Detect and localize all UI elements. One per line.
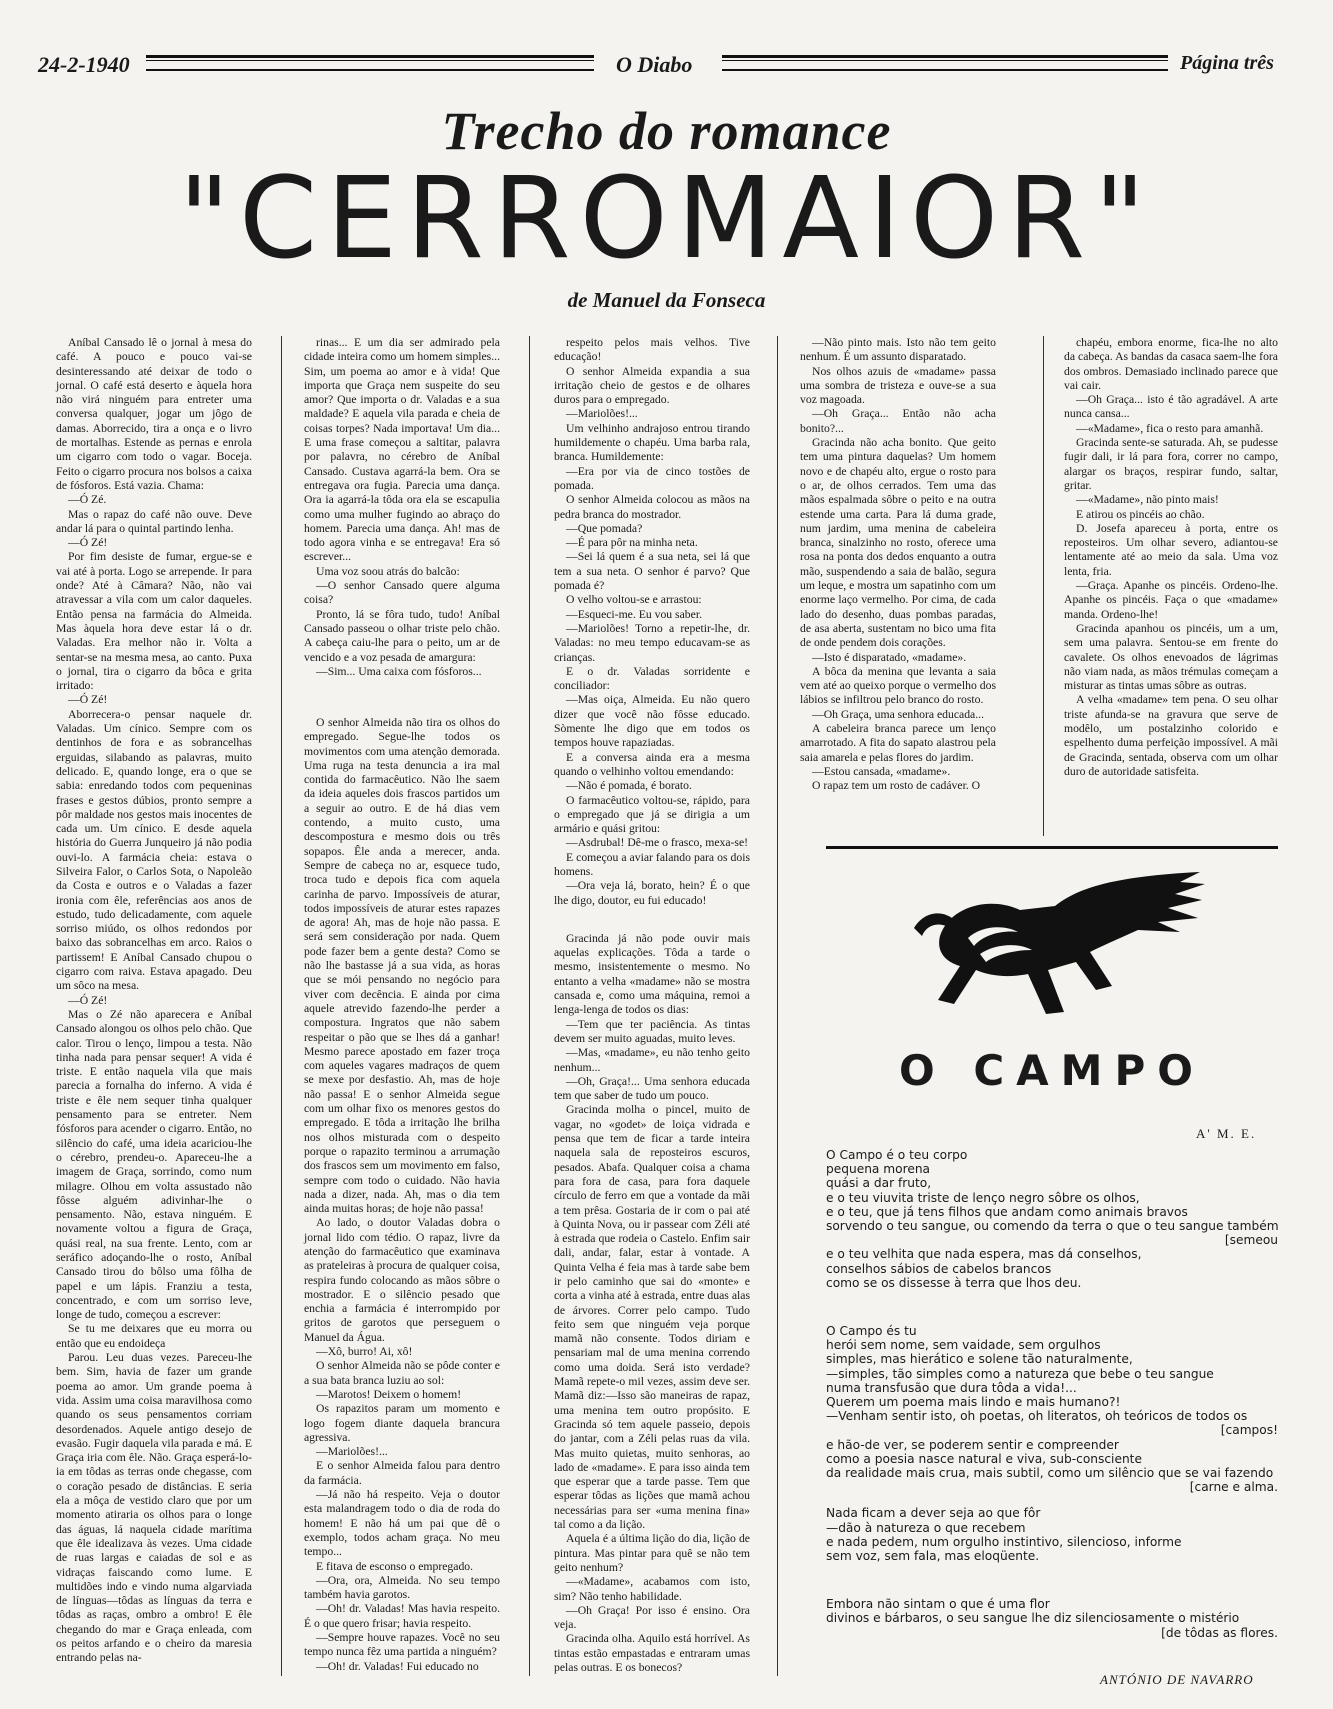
poem-stanza — [826, 1506, 1278, 1563]
poem-stanza — [826, 1324, 1278, 1494]
poem-line: sem voz, sem fala, mas eloqüente. — [826, 1549, 1040, 1564]
poem-line: como a poesia nasce natural e viva, sub-consciente — [826, 1451, 1142, 1466]
paragraph: Gracinda molha o pincel, muito de vagar, no «godet» de loiça vidrada e pensa que tem de ficar a tarde inteira naquela sala de reposteiros escuros, pesados. Abafa. Qualquer coisa a chama para fora de casa, para fora daquele círculo de ferro em que a vontade da mãi a tem prêsa. Gostaria de ir com o pai até à Quinta Nova, ou ir passear com Zéli até à estrada que rodeia o Castelo. Enfim sair dali, andar, falar, estar à vontade. A Quinta Velha é feia mas à tarde sabe bem ir pelo caminho que sai do «monte» e corta a vinha até à estrada, entre duas alas de árvores. Correr pelo campo. Tudo feito sem que ninguém veja porque mamã não consente. Todos diriam e pensariam mal de uma menina correndo como uma doida. Será isto verdade? Mamã repete-o mil vezes, assim deve ser. Mamã diz:—Isso são maneiras de rapaz, uma menina tem outro propósito. E Gracinda só tem aquele passeio, depois do jantar, com a Zéli pelas ruas da vila. Mas muito quietas, muito senhoras, ao lado de «madame». E para isso ainda tem que esperar que a tarde passe. Tem que esperar tôdas as lições que mamã achou necessárias para ser «uma menina fina» tal como a da lição. — [554, 1103, 750, 1532]
paragraph: —Oh, Graça!... Uma senhora educada tem que saber de tudo um pouco. — [554, 1074, 750, 1103]
column-separator — [1043, 336, 1044, 836]
paragraph: O senhor Almeida expandia a sua irritação cheio de gestos e de olhares duros para o empregado. — [554, 364, 750, 407]
poem-body — [826, 1148, 1278, 1652]
paragraph: —Isto é disparatado, «madame». — [812, 650, 967, 664]
paragraph: chapéu, embora enorme, fica-lhe no alto da cabeça. As bandas da casaca saem-lhe fora dos ombros. Demasiado inclinado parece que vai cair. — [1064, 336, 1278, 392]
poem-line: [campos! — [1220, 1423, 1278, 1438]
poem-dedication: A' M. E. — [1196, 1126, 1257, 1141]
paragraph: —Ó Zé! — [68, 693, 108, 707]
header-date: 24-2-1940 — [38, 52, 130, 77]
poem-line: simples, mas hierático e solene tão naturalmente, — [826, 1352, 1133, 1367]
paragraph: O senhor Almeida não se pôde conter e a sua bata branca luziu ao sol: — [304, 1359, 500, 1387]
paragraph: Nos olhos azuis de «madame» passa uma sombra de tristeza e ouve-se a sua voz magoada. — [800, 364, 996, 407]
paragraph: —Oh! dr. Valadas! Fui educado no — [316, 1659, 479, 1673]
column-separator — [777, 336, 778, 1676]
paragraph: —Não é pomada, é borato. — [566, 779, 692, 793]
poem-line: O Campo és tu — [826, 1324, 917, 1339]
paragraph: O farmacêutico voltou-se, rápido, para o empregado que já se dirigia a um armário e quási gritou: — [554, 793, 750, 836]
paragraph: —Ó Zé! — [68, 536, 108, 550]
poem-line: sorvendo o teu sangue, ou comendo da terra o que o teu sangue também — [826, 1219, 1279, 1234]
poem-line: e o teu, que já tens filhos que andam como animais bravos — [826, 1204, 1188, 1219]
paragraph: —Ó Zé. — [68, 493, 107, 507]
article-column-1 — [56, 336, 252, 1676]
paragraph: Pronto, lá se fôra tudo, tudo! Aníbal Cansado passeou o olhar triste pelo chão. A cabeça caiu-lhe para o peito, um ar de vencido e a voz pesada de amargura: — [304, 607, 500, 664]
header-rule-right — [722, 55, 1168, 71]
paragraph: —Sempre houve rapazes. Você no seu tempo nunca fêz uma partida a ninguém? — [304, 1631, 500, 1659]
column-separator — [529, 336, 530, 1676]
poem-line: divinos e bárbaros, o seu sangue lhe diz silenciosamente o mistério — [826, 1611, 1240, 1626]
paragraph: A velha «madame» tem pena. O seu olhar triste afunda-se na gravura que serve de modêlo, um postalzinho colorido e espelhento duma perfeição impossível. A mãi de Gracinda, sentada, observa com um olhar duro de autoridade satisfeita. — [1064, 693, 1278, 778]
paragraph: —Oh! dr. Valadas! Mas havia respeito. É o que quero frisar; havia respeito. — [304, 1602, 500, 1630]
paragraph: —Xô, burro! Ai, xô! — [316, 1345, 413, 1359]
paragraph: respeito pelos mais velhos. Tive educação! — [554, 336, 750, 364]
paragraph: —Mas, «madame», eu não tenho geito nenhum... — [554, 1046, 750, 1074]
poem-stanza — [826, 1597, 1278, 1640]
paragraph: Se tu me deixares que eu morra ou então que eu endoideça — [56, 1322, 252, 1350]
paragraph: —Mariolões!... — [566, 407, 638, 421]
paragraph: —Oh Graça... Então não acha bonito?... — [800, 407, 996, 435]
poem-line: da realidade mais crua, mais subtil, como um silêncio que se vai fazendo — [826, 1466, 1274, 1481]
paragraph: —Ora veja lá, borato, hein? É o que lhe digo, doutor, eu fui educado! — [554, 879, 750, 907]
poem-line: e o teu viuvita triste de lenço negro sôbre os olhos, — [826, 1190, 1140, 1205]
poem-line: Querem um poema mais lindo e mais humano?! — [826, 1395, 1121, 1410]
article-kicker: Trecho do romance — [441, 101, 892, 161]
paragraph: Aquela é a última lição do dia, lição de pintura. Mas pintar para quê se não tem geito nenhum? — [554, 1532, 750, 1574]
paragraph: E começou a aviar falando para os dois homens. — [554, 850, 750, 878]
section-divider — [826, 846, 1278, 849]
paragraph: Gracinda já não pode ouvir mais aquelas explicações. Tôda a tarde o mesmo, insistentemente o mesmo. No entanto a velha «madame» não se mostra cansada e, como uma máquina, remoi a lenga-lenga de todos os dias: — [554, 931, 750, 1017]
paragraph: —Asdrubal! Dê-me o frasco, mexa-se! — [566, 836, 749, 850]
paragraph: D. Josefa apareceu à porta, entre os reposteiros. Um olhar severo, adiantou-se lentamente até ao meio da sala. Uma voz lenta, fria. — [1064, 521, 1278, 578]
paragraph: A cabeleira branca parece um lenço amarrotado. A fita do sapato alastrou pela saia amarela e pelas flores do jardim. — [800, 722, 996, 764]
paragraph: Mas o Zé não aparecera e Aníbal Cansado alongou os olhos pelo chão. Que calor. Tirou o lenço, limpou a testa. Não tinha nada para pensar sequer! A vida é triste. E então naquela vila que mais parecia a fornalha do inferno. A vida é triste e êle nem sequer tinha qualquer pensamento para se entreter. Nem fósforos para acender o cigarro. Então, no silêncio do café, uma ideia acariciou-lhe o cérebro, prendeu-o. Apareceu-lhe a imagem de Graça, sorrindo, como num milagre. Olhou em volta assustado não fôsse alguém adivinhar-lhe o pensamento. Não, estava ninguém. E novamente voltou a figura de Graça, quási real, na sua frente. Lento, com ar seráfico adoçando-lhe o rosto, Aníbal Cansado tirou do bôlso uma fôlha de papel e um lápis. Franziu a testa, concentrado, e com um sorriso leve, longe de tudo, começou a escrever: — [56, 1007, 253, 1322]
paragraph: O rapaz tem um rosto de cadáver. O — [812, 779, 981, 793]
paragraph: Ao lado, o doutor Valadas dobra o jornal lido com tédio. O rapaz, livre da atenção do farmacêutico que examinava as prateleiras à procura de qualquer coisa, respira fundo colocando as mãos sôbre o mostrador. E o silêncio pesado que enchia a farmácia é interrompido por gritos de garotos que perseguem o Manuel da Água. — [304, 1216, 500, 1344]
paragraph: —Mariolões! Torno a repetir-lhe, dr. Valadas: no meu tempo educavam-se as crianças. — [554, 621, 750, 664]
poem-line: numa transfusão que dura tôda a vida!... — [826, 1380, 1077, 1395]
paragraph: Aníbal Cansado lê o jornal à mesa do café. A pouco e pouco vai-se desinteressando até deixar de todo o jornal. O café está deserto e àquela hora não virá ninguém para entreter uma conversa qualquer, jogar um jôgo de damas. Aborrecido, tira a onça e o livro de mortalhas. Estende as pernas e enrola um cigarro com todo o vagar. Boceja. Feito o cigarro procura nos bolsos a caixa de fósforos. Está vazia. Chama: — [56, 336, 252, 492]
paragraph: —Ora, ora, Almeida. No seu tempo também havia garotos. — [304, 1573, 500, 1602]
paragraph: —Não pinto mais. Isto não tem geito nenhum. É um assunto disparatado. — [800, 336, 996, 364]
paragraph: —«Madame», não pinto mais! — [1076, 493, 1219, 507]
paragraph: —Graça. Apanhe os pincéis. Ordeno-lhe. Apanhe os pincéis. Faça o que «madame» manda. Ordeno-lhe! — [1064, 579, 1278, 621]
paragraph: Os rapazitos param um momento e logo fogem diante daquela brancura agressiva. — [304, 1402, 500, 1444]
paragraph: E a conversa ainda era a mesma quando o velhinho voltou emendando: — [554, 750, 750, 778]
poem-line: [de tôdas as flores. — [1161, 1625, 1278, 1640]
stanza-gap — [826, 1302, 1278, 1324]
paragraph: —Mas oiça, Almeida. Eu não quero dizer que você não fôsse educado. Sòmente lhe digo que em todos os tempos houve rapaziadas. — [554, 693, 750, 750]
paragraph: Gracinda não acha bonito. Que geito tem uma pintura daquelas? Um homem novo e de chapéu alto, ergue o rosto para o ar, de olhos cerrados. Tem uma das mãos espalmada sôbre o peito e na outra estende uma carta. Para lá duma grade, num jardim, uma menina de cabeleira branca, sinalzinho no rosto, oferece uma rosa na ponta dos dedos enquanto a outra mão, suspendendo a saia de balão, segura um leque, e mostra um sapatinho com um enorme laço vermelho. Por cima, de cada lado do desenho, duas pombas paradas, de asa aberta, sustentam no bico uma fita de onde pendem dois corações. — [800, 436, 996, 650]
poem-line: Nada ficam a dever seja ao que fôr — [826, 1506, 1041, 1521]
poem-line: e hão-de ver, se poderem sentir e compreender — [826, 1437, 1119, 1452]
paragraph: —«Madame», fica o resto para amanhã. — [1076, 421, 1264, 435]
article-column-5 — [1064, 336, 1278, 836]
article-column-4 — [800, 336, 996, 812]
paragraph: —Sei lá quem é a sua neta, sei lá que tem a sua neta. O senhor é parvo? Que pomada é? — [554, 550, 750, 593]
paragraph: —Sim... Uma caixa com fósforos... — [316, 664, 482, 678]
poem-line: —dão à natureza o que recebem — [826, 1520, 1026, 1535]
paragraph: Parou. Leu duas vezes. Pareceu-lhe bem. Sim, havia de fazer um grande poema ao amor. Um grande poema à vida. Assim uma coisa maravilhosa como quando os seus pensamentos corriam desordenados. Aquele antigo desejo de evasão. Fugir daquela vila parada e má. E Graça iria com êle. Não. Graça esperá-lo-ia em tôdas as terras onde chegasse, com o coração pesado de distâncias. E seria ela a môça de vestido claro que por um momento atiraria os olhos para o longe das águas, lá naquela cidade marítima que êle idealizava às vezes. Uma cidade de ruas largas e caiadas de sol e as vidraças faiscando como lume. E multidões indo e vindo numa algarviada de línguas—tôdas as línguas da terra e tôdas as raças, ombro a ombro! E êle chegando do mar e Graça enleada, com os peitos arfando e o cheiro da maresia entrando pelas na- — [56, 1351, 252, 1665]
poem-line: quási a dar fruto, — [826, 1176, 932, 1191]
newspaper-name: O Diabo — [616, 52, 693, 77]
poem-line: e nada pedem, num orgulho instintivo, silencioso, informe — [826, 1534, 1182, 1549]
paragraph: O senhor Almeida não tira os olhos do empregado. Segue-lhe todos os movimentos com uma atenção demorada. Uma ruga na testa denuncia a ira mal contida do farmacêutico. Não lhe saem da ideia aqueles dois frascos partidos um a seguir ao outro. E de há dias vem contendo, a muito custo, uma descompostura e mesmo dois ou três sopapos. Êle anda a merecer, anda. Sempre de cabeça no ar, esquece tudo, troca tudo e depois fica com aquela carinha de parvo. Impossíveis de aturar, todos impossíveis de aturar estes rapazes de agora! Ah, mas de hoje não passa. E será sem consideração por nada. Quem pode fazer bem a gente desta? Como se não lhe bastasse já a sua vida, as horas que se mói pensando no negócio para viver com decência. E ainda por cima aquele atrevido fazendo-lhe perder a compostura. Ingratos que não sabem respeitar o pão que se lhes dá a ganhar! Mesmo parece apostado em fazer troça com aqueles vagares madraços de quem se mexe por desfastio. Ah, mas de hoje não passa! E o senhor Almeida segue com um olhar fixo os menores gestos do empregado. E tôda a irritação lhe brilha nos olhos misturada com o despeito porque o rapazito terminou a arrumação dos frascos sem um movimento em falso, sempre com todo o cuidado. Não havia nada a dizer, nada. Ah, mas o dia tem ainda muitas horas; de hoje não passa! — [304, 716, 500, 1216]
paragraph: —Já não há respeito. Veja o doutor esta malandragem todo o dia de roda do homem! E não há um pai que dê o exemplo, todos acham graça. No meu tempo... — [304, 1488, 500, 1559]
paragraph: —Oh Graça! Por isso é ensino. Ora veja. — [554, 1603, 750, 1632]
paragraph: —Estou cansada, «madame». — [812, 764, 951, 778]
poem-author-signature: ANTÓNIO DE NAVARRO — [1100, 1672, 1254, 1687]
paragraph: Gracinda sente-se saturada. Ah, se pudesse fugir dali, ir lá para fora, correr no campo, alargar os braços, respirar fundo, saltar, gritar. — [1064, 436, 1278, 492]
winged-horse-icon — [880, 866, 1210, 1026]
article-byline: de Manuel da Fonseca — [567, 288, 766, 312]
paragraph: —O senhor Cansado quere alguma coisa? — [304, 579, 500, 607]
paragraph: Aborrecera-o pensar naquele dr. Valadas. Um cínico. Sempre com os dentinhos de fora e as sobrancelhas erguidas, silabando as palavras, muito delicado. E, quando longe, era o que se sabia: enredando todos com pequeninas frases e gestos dúbios, pronto sempre a pôr maldade nos gestos mais inocentes de cada um. Um cínico. E desde aquela história do Guerra Junqueiro já não podia ouvi-lo. A farmácia cheia: estava o Silveira Falor, o Carlos Sota, o Napoleão da Costa e outros e o Valadas a fazer ironia com êle, referências aos anos de estudo, tudo delicadamente, com aquele sorriso miúdo, os olhos redondos por baixo das sobrancelhas em arco. Raios o partissem! E Aníbal Cansado chupou o cigarro com raiva. Estava apagado. Deu um sôco na mesa. — [56, 707, 252, 993]
article-column-3 — [554, 336, 750, 1676]
poem-stanza — [826, 1148, 1278, 1290]
poem-line: —Venham sentir isto, oh poetas, oh literatos, oh teóricos de todos os — [826, 1409, 1248, 1424]
paragraph: —É para pôr na minha neta. — [566, 536, 698, 550]
poem-line: e o teu velhita que nada espera, mas dá conselhos, — [826, 1247, 1142, 1262]
paragraph: Por fim desiste de fumar, ergue-se e vai até à porta. Logo se arrepende. Ir para onde? Até à Câmara? Não, não vai atravessar a vila com um calor daqueles. Então pensa na farmácia do Almeida. Mas àquela hora deve estar lá o dr. Valadas. Era melhor não ir. Volta a sentar-se na mesma mesa, ao canto. Puxa o jornal, tira o cigarro da bôca e grita irritado: — [56, 550, 252, 693]
paragraph: Um velhinho andrajoso entrou tirando humildemente o chapéu. Uma barba rala, branca. Humildemente: — [554, 421, 750, 464]
poem-line: conselhos sábios de cabelos brancos — [826, 1261, 1052, 1276]
stanza-gap — [826, 1575, 1278, 1597]
paragraph: Uma voz soou atrás do balcão: — [316, 564, 460, 578]
poem-line: O Campo é o teu corpo — [826, 1148, 968, 1162]
paragraph: E fitava de esconso o empregado. — [316, 1559, 474, 1573]
column-separator — [281, 336, 282, 1676]
paragraph: —Oh Graça... isto é tão agradável. A arte nunca cansa... — [1064, 393, 1278, 421]
poem-line: como se os dissesse à terra que lhos deu. — [826, 1275, 1082, 1290]
header-rule-left — [146, 55, 594, 71]
article-title: "CERROMAIOR" — [178, 154, 1155, 284]
paragraph-gap — [554, 908, 750, 932]
paragraph: rinas... E um dia ser admirado pela cidade inteira como um homem simples... Sim, um poema ao amor e à vida! Que importa que Graça nem suspeite do seu amor? Que importa o dr. Valadas e a sua maldade? E aquela vila parada e cheia de coisas torpes? Nada importava! Um dia... E uma frase começou a saltitar, palavra por palavra, no cérebro de Aníbal Cansado. Custava agarrá-la bem. Ora se entregava ora fugia. Parecia uma dança. Ora ia agarrá-la tôda ora ela se escapulia como uma mulher fugindo ao abraço do homem. Parecia uma dança. Ah! mas de todo agora vinha e se entregava! Era só escrever... — [304, 336, 500, 564]
paragraph: —Tem que ter paciência. As tintas devem ser muito aguadas, muito leves. — [554, 1017, 750, 1045]
paragraph: —Era por via de cinco tostões de pomada. — [554, 464, 750, 492]
paragraph: —Ó Zé! — [68, 993, 108, 1007]
paragraph: O velho voltou-se e arrastou: — [566, 593, 702, 607]
paragraph: —Marotos! Deixem o homem! — [316, 1387, 462, 1401]
paragraph: —Oh Graça, uma senhora educada... — [812, 707, 984, 721]
page-number: Página três — [1180, 52, 1274, 74]
poem-line: [semeou — [1224, 1233, 1278, 1248]
paragraph: —Esqueci-me. Eu vou saber. — [566, 607, 702, 621]
paragraph: Gracinda olha. Aquilo está horrível. As tintas estão empastadas e entraram umas pelas outras. E os bonecos? — [554, 1632, 750, 1675]
paragraph: E o dr. Valadas sorridente e conciliador: — [554, 664, 750, 693]
poem-line: herói sem nome, sem vaidade, sem orgulhos — [826, 1338, 1101, 1353]
article-column-2-continued — [304, 716, 500, 1676]
paragraph: —Que pomada? — [566, 521, 643, 535]
poem-line: —simples, tão simples como a natureza que bebe o teu sangue — [826, 1366, 1214, 1381]
paragraph: E o senhor Almeida falou para dentro da farmácia. — [304, 1459, 500, 1487]
paragraph: —Mariolões!... — [316, 1445, 388, 1459]
paragraph: Mas o rapaz do café não ouve. Deve andar lá para o quintal partindo lenha. — [56, 507, 252, 535]
paragraph: O senhor Almeida colocou as mãos na pedra branca do mostrador. — [554, 493, 750, 521]
poem-line: Embora não sintam o que é uma flor — [826, 1597, 1050, 1612]
paragraph: E atirou os pincéis ao chão. — [1076, 507, 1205, 521]
poem-line: pequena morena — [826, 1162, 931, 1177]
paragraph: A bôca da menina que levanta a saia vem até ao queixo porque o vermelho dos lábios se infiltrou pelo branco do rosto. — [800, 664, 996, 707]
article-column-2 — [304, 336, 500, 716]
paragraph: Gracinda apanhou os pincéis, um a um, sem uma palavra. Sentou-se em frente do cavalete. Os olhos enevoados de lágrimas não viam nada, as mãos trémulas começam a misturar as tintas umas sôbre as outras. — [1064, 621, 1278, 693]
poem-line: [carne e alma. — [1189, 1480, 1278, 1495]
poem-title: O CAMPO — [899, 1046, 1205, 1095]
paragraph: —«Madame», acabamos com isto, sim? Não tenho habilidade. — [554, 1575, 750, 1603]
